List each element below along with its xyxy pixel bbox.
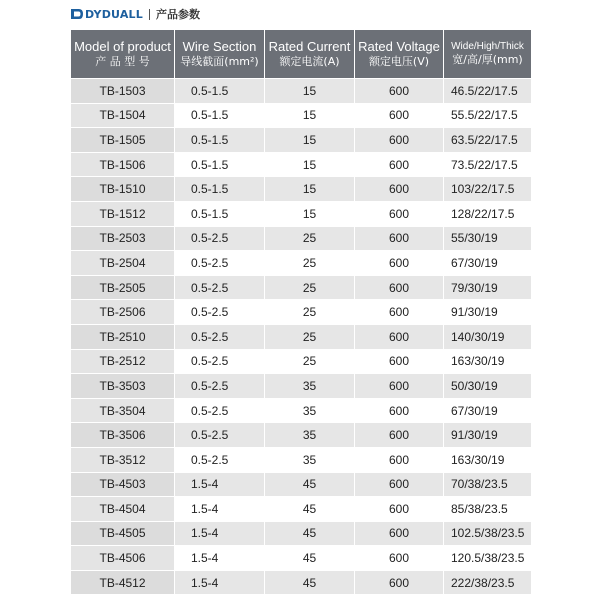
dimensions-cell: 140/30/19 [444,324,532,349]
table-row [71,251,532,276]
table-row [71,497,532,522]
wire-section-cell: 1.5-4 [175,497,265,522]
rated-current-cell: 25 [265,251,355,276]
table-row [71,374,532,399]
wire-section-cell: 1.5-4 [175,521,265,546]
brand-logo [70,8,143,21]
dimensions-cell: 67/30/19 [444,398,532,423]
rated-voltage-cell: 600 [355,497,444,522]
column-header-rated-voltage [355,30,444,79]
column-header-rated-current [265,30,355,79]
model-cell: TB-1504 [71,103,175,128]
logo-text: DYDUALL [85,7,143,21]
table-row [71,398,532,423]
column-header-en: Wide/High/Thick [451,40,524,52]
rated-current-cell: 15 [265,79,355,104]
rated-voltage-cell: 600 [355,79,444,104]
logo-mark-icon [70,8,84,20]
wire-section-cell: 0.5-2.5 [175,226,265,251]
wire-section-cell: 0.5-1.5 [175,103,265,128]
rated-current-cell: 35 [265,398,355,423]
table-row [71,226,532,251]
table-row [71,103,532,128]
rated-voltage-cell: 600 [355,447,444,472]
rated-voltage-cell: 600 [355,103,444,128]
wire-section-cell: 0.5-2.5 [175,349,265,374]
rated-voltage-cell: 600 [355,152,444,177]
rated-voltage-cell: 600 [355,398,444,423]
table-row [71,447,532,472]
dimensions-cell: 46.5/22/17.5 [444,79,532,104]
model-cell: TB-1505 [71,128,175,153]
dimensions-cell: 70/38/23.5 [444,472,532,497]
table-row [71,546,532,571]
model-cell: TB-2504 [71,251,175,276]
wire-section-cell: 0.5-1.5 [175,79,265,104]
column-header-wire-section [175,30,265,79]
rated-voltage-cell: 600 [355,374,444,399]
rated-voltage-cell: 600 [355,472,444,497]
header-divider [149,9,150,20]
dimensions-cell: 102.5/38/23.5 [444,521,532,546]
rated-voltage-cell: 600 [355,177,444,202]
wire-section-cell: 1.5-4 [175,570,265,595]
rated-current-cell: 25 [265,300,355,325]
model-cell: TB-1506 [71,152,175,177]
table-row [71,521,532,546]
column-header-zh: 导线截面(mm²) [180,55,259,69]
rated-current-cell: 25 [265,226,355,251]
rated-current-cell: 25 [265,349,355,374]
rated-voltage-cell: 600 [355,521,444,546]
model-cell: TB-1510 [71,177,175,202]
rated-current-cell: 35 [265,423,355,448]
dimensions-cell: 91/30/19 [444,423,532,448]
wire-section-cell: 0.5-2.5 [175,374,265,399]
rated-current-cell: 45 [265,472,355,497]
rated-current-cell: 45 [265,570,355,595]
wire-section-cell: 0.5-2.5 [175,447,265,472]
wire-section-cell: 0.5-1.5 [175,201,265,226]
column-header-zh: 宽/高/厚(mm) [452,53,523,67]
dimensions-cell: 91/30/19 [444,300,532,325]
table-row [71,570,532,595]
model-cell: TB-4512 [71,570,175,595]
dimensions-cell: 73.5/22/17.5 [444,152,532,177]
model-cell: TB-2512 [71,349,175,374]
rated-voltage-cell: 600 [355,251,444,276]
model-cell: TB-4506 [71,546,175,571]
wire-section-cell: 0.5-1.5 [175,128,265,153]
model-cell: TB-4504 [71,497,175,522]
dimensions-cell: 50/30/19 [444,374,532,399]
table-row [71,423,532,448]
table-row [71,472,532,497]
model-cell: TB-2505 [71,275,175,300]
rated-voltage-cell: 600 [355,546,444,571]
table-row [71,177,532,202]
column-header-en: Rated Voltage [358,39,440,54]
column-header-dimensions [444,30,532,79]
rated-current-cell: 45 [265,497,355,522]
rated-voltage-cell: 600 [355,300,444,325]
rated-voltage-cell: 600 [355,226,444,251]
model-cell: TB-4503 [71,472,175,497]
section-title: 产品参数 [155,8,200,21]
rated-current-cell: 25 [265,324,355,349]
dimensions-cell: 63.5/22/17.5 [444,128,532,153]
dimensions-cell: 79/30/19 [444,275,532,300]
rated-current-cell: 15 [265,201,355,226]
rated-current-cell: 35 [265,374,355,399]
column-header-zh: 额定电流(A) [279,55,340,69]
model-cell: TB-3506 [71,423,175,448]
rated-current-cell: 25 [265,275,355,300]
table-row [71,324,532,349]
wire-section-cell: 0.5-2.5 [175,398,265,423]
table-body [71,79,532,595]
rated-voltage-cell: 600 [355,570,444,595]
table-header-row [71,30,532,79]
table-row [71,152,532,177]
model-cell: TB-3503 [71,374,175,399]
column-header-en: Rated Current [268,39,351,54]
dimensions-cell: 128/22/17.5 [444,201,532,226]
column-header-en: Wire Section [182,39,257,54]
dimensions-cell: 103/22/17.5 [444,177,532,202]
table-row [71,201,532,226]
model-cell: TB-2510 [71,324,175,349]
column-header-zh: 产 品 型 号 [95,55,150,69]
column-header-model [71,30,175,79]
column-header-en: Model of product [74,39,171,54]
model-cell: TB-1503 [71,79,175,104]
wire-section-cell: 1.5-4 [175,546,265,571]
rated-voltage-cell: 600 [355,324,444,349]
rated-current-cell: 15 [265,128,355,153]
table-row [71,275,532,300]
header [70,4,200,24]
rated-voltage-cell: 600 [355,349,444,374]
model-cell: TB-2506 [71,300,175,325]
dimensions-cell: 163/30/19 [444,349,532,374]
rated-voltage-cell: 600 [355,201,444,226]
dimensions-cell: 120.5/38/23.5 [444,546,532,571]
model-cell: TB-3512 [71,447,175,472]
model-cell: TB-2503 [71,226,175,251]
table-row [71,300,532,325]
wire-section-cell: 0.5-2.5 [175,300,265,325]
wire-section-cell: 0.5-2.5 [175,251,265,276]
table-row [71,349,532,374]
rated-current-cell: 15 [265,103,355,128]
rated-current-cell: 45 [265,546,355,571]
rated-current-cell: 15 [265,152,355,177]
rated-current-cell: 45 [265,521,355,546]
spec-table [70,29,532,595]
dimensions-cell: 55/30/19 [444,226,532,251]
rated-voltage-cell: 600 [355,128,444,153]
wire-section-cell: 1.5-4 [175,472,265,497]
wire-section-cell: 0.5-1.5 [175,152,265,177]
rated-voltage-cell: 600 [355,423,444,448]
dimensions-cell: 85/38/23.5 [444,497,532,522]
dimensions-cell: 67/30/19 [444,251,532,276]
table-row [71,128,532,153]
model-cell: TB-3504 [71,398,175,423]
dimensions-cell: 163/30/19 [444,447,532,472]
rated-voltage-cell: 600 [355,275,444,300]
model-cell: TB-4505 [71,521,175,546]
column-header-zh: 额定电压(V) [368,55,430,69]
wire-section-cell: 0.5-2.5 [175,324,265,349]
table-row [71,79,532,104]
rated-current-cell: 15 [265,177,355,202]
rated-current-cell: 35 [265,447,355,472]
wire-section-cell: 0.5-2.5 [175,423,265,448]
dimensions-cell: 55.5/22/17.5 [444,103,532,128]
wire-section-cell: 0.5-2.5 [175,275,265,300]
model-cell: TB-1512 [71,201,175,226]
dimensions-cell: 222/38/23.5 [444,570,532,595]
wire-section-cell: 0.5-1.5 [175,177,265,202]
